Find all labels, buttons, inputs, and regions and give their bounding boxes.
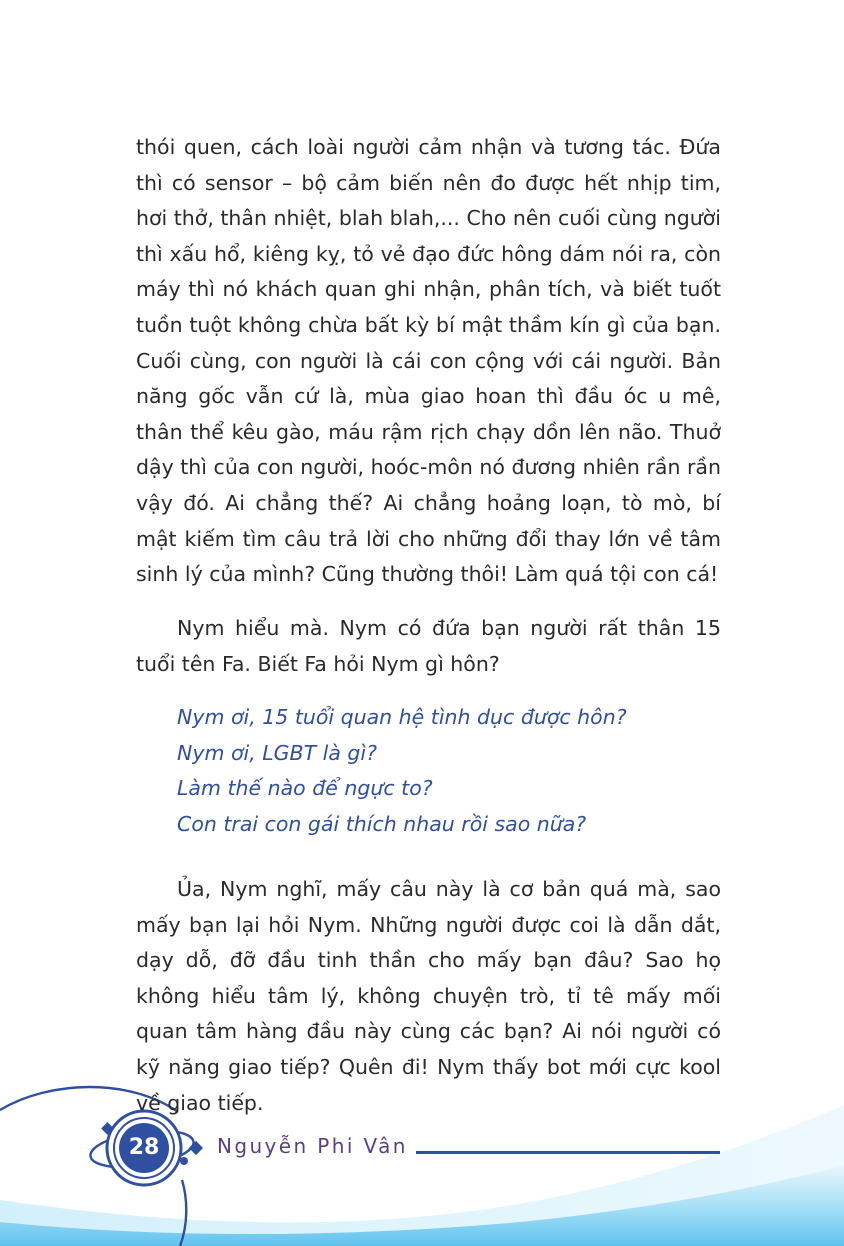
paragraph-2 xyxy=(136,611,721,682)
paragraph-1 xyxy=(136,130,721,593)
question-list xyxy=(177,700,627,842)
question-item: Nym ơi, 15 tuổi quan hệ tình dục được hôn? xyxy=(177,705,627,729)
paragraph-3-text: Ủa, Nym nghĩ, mấy câu này là cơ bản quá mà, sao mấy bạn lại hỏi Nym. Những người được coi là dẫn dắt, dạy dỗ, đỡ đầu tinh thần cho mấy bạn đâu? Sao họ không hiểu tâm lý, không chuyện trò, tỉ tê mấy mối quan tâm hàng đầu này cùng các bạn? Ai nói người có kỹ năng giao tiếp? Quên đi! Nym thấy bot mới cực kool về giao tiếp. xyxy=(136,877,721,1115)
page-number: 28 xyxy=(128,1135,160,1160)
question-item: Làm thế nào để ngực to? xyxy=(177,776,433,801)
question-item: Con trai con gái thích nhau rồi sao nữa? xyxy=(177,811,587,836)
question-item: Nym ơi, LGBT là gì? xyxy=(177,740,377,765)
footer-divider xyxy=(416,1151,720,1154)
paragraph-1-text: thói quen, cách loài người cảm nhận và tương tác. Đứa thì có sensor – bộ cảm biến nên đo được hết nhịp tim, hơi thở, thân nhiệt, blah blah,... Cho nên cuối cùng người thì xấu hổ, kiêng kỵ, tỏ vẻ đạo đức hông dám nói ra, còn máy thì nó khách quan ghi nhận, phân tích, và biết tuốt tuồn tuột không chừa bất kỳ bí mật thầm kín gì của bạn. Cuối cùng, con người là cái con cộng với cái người. Bản năng gốc vẫn cứ là, mùa giao hoan thì đầu óc u mê, thân thể kêu gào, máu rậm rịch chạy dồn lên não. Thuở dậy thì của con người, hoóc-môn nó đương nhiên rần rần vậy đó. Ai chẳng thế? Ai chẳng hoảng loạn, tò mò, bí mật kiếm tìm câu trả lời cho những đổi thay lớn về tâm sinh lý của mình? Cũng thường thôi! Làm quá tội con cá! xyxy=(136,135,721,587)
paragraph-3 xyxy=(136,872,721,1121)
author-name: Nguyễn Phi Vân xyxy=(217,1134,408,1158)
paragraph-2-text: Nym hiểu mà. Nym có đứa bạn người rất thân 15 tuổi tên Fa. Biết Fa hỏi Nym gì hôn? xyxy=(136,616,721,676)
